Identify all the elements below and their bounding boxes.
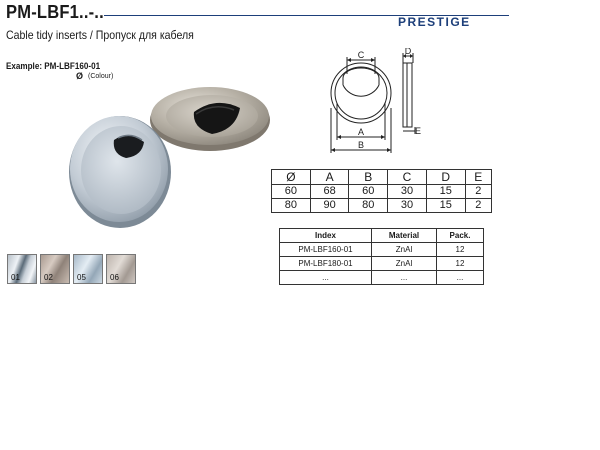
taupe-grommet xyxy=(150,87,270,151)
dim-header: Ø xyxy=(272,170,311,185)
swatch-code: 01 xyxy=(11,273,20,282)
index-cell: 12 xyxy=(437,257,484,271)
index-header-row xyxy=(280,229,484,243)
dim-cell: 60 xyxy=(272,185,311,199)
dim-header: C xyxy=(388,170,427,185)
dim-cell: 60 xyxy=(349,185,388,199)
colour-swatch-01 xyxy=(7,254,37,284)
dim-cell: 80 xyxy=(349,199,388,213)
dim-cell: 2 xyxy=(465,199,491,213)
dim-header: A xyxy=(310,170,349,185)
table-row xyxy=(272,185,492,199)
dim-header: E xyxy=(465,170,491,185)
dim-header: D xyxy=(426,170,465,185)
dim-cell: 30 xyxy=(388,199,427,213)
dim-label-a: A xyxy=(357,127,365,137)
dim-label-d: D xyxy=(404,48,412,56)
index-cell: ... xyxy=(280,271,372,285)
index-header: Index xyxy=(280,229,372,243)
dim-cell: 90 xyxy=(310,199,349,213)
index-header: Pack. xyxy=(437,229,484,243)
product-photo xyxy=(66,78,280,250)
dim-label-b: B xyxy=(357,140,365,150)
dim-cell: 30 xyxy=(388,185,427,199)
index-table xyxy=(279,228,484,285)
page-subtitle: Cable tidy inserts / Пропуск для кабеля xyxy=(6,28,194,42)
silver-grommet xyxy=(69,116,171,228)
index-cell: ZnAl xyxy=(372,257,437,271)
example-label: Example: PM-LBF160-01 xyxy=(6,61,101,71)
colour-swatch-02 xyxy=(40,254,70,284)
table-row xyxy=(280,243,484,257)
dim-label-e: E xyxy=(414,126,422,136)
technical-drawing xyxy=(318,48,428,160)
index-cell: ... xyxy=(372,271,437,285)
page-title: PM-LBF1..-.. xyxy=(6,2,104,22)
table-row xyxy=(280,257,484,271)
dim-cell: 80 xyxy=(272,199,311,213)
index-cell: ... xyxy=(437,271,484,285)
swatch-code: 02 xyxy=(44,273,53,282)
swatch-code: 05 xyxy=(77,273,86,282)
colour-swatch-05 xyxy=(73,254,103,284)
index-header: Material xyxy=(372,229,437,243)
dim-label-c: C xyxy=(357,50,365,60)
dimensions-table xyxy=(271,169,492,213)
dim-cell: 68 xyxy=(310,185,349,199)
index-cell: PM-LBF160-01 xyxy=(280,243,372,257)
example-diameter-note: (Colour) xyxy=(88,73,114,80)
dim-cell: 15 xyxy=(426,199,465,213)
dim-cell: 2 xyxy=(465,185,491,199)
colour-swatch-06 xyxy=(106,254,136,284)
table-row xyxy=(272,199,492,213)
dim-cell: 15 xyxy=(426,185,465,199)
index-cell: ZnAl xyxy=(372,243,437,257)
example-diameter-symbol: Ø xyxy=(76,71,84,81)
swatch-code: 06 xyxy=(110,273,119,282)
dim-header: B xyxy=(349,170,388,185)
dimensions-header-row xyxy=(272,170,492,185)
index-cell: PM-LBF180-01 xyxy=(280,257,372,271)
table-row xyxy=(280,271,484,285)
index-cell: 12 xyxy=(437,243,484,257)
brand-logo: PRESTIGE xyxy=(398,15,471,29)
